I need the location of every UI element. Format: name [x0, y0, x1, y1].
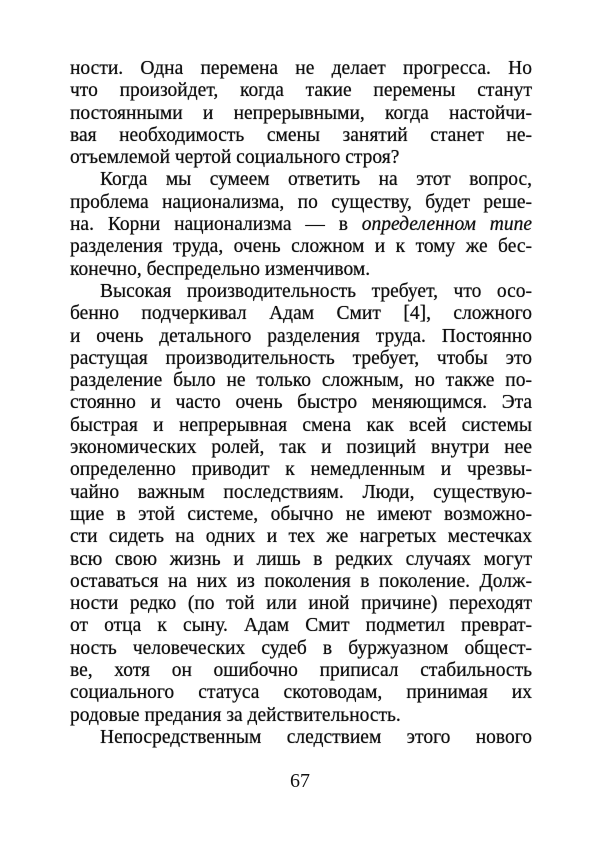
- line-text: что произойдет, когда такие перемены станут: [70, 80, 532, 102]
- line-text: чайно важным последствиям. Люди, существую-: [70, 481, 532, 503]
- line-text: щие в этой системе, обычно не имеют возможно-: [70, 503, 532, 525]
- text-line: [70, 526, 532, 548]
- line-text: бенно подчеркивал Адам Смит [4], сложного: [70, 303, 532, 325]
- line-text: постоянными и непрерывными, когда настойчи-: [70, 102, 532, 124]
- text-line: [70, 705, 532, 727]
- text-line: [70, 392, 532, 414]
- text-line: [70, 326, 532, 348]
- line-text: экономических ролей, так и позиций внутри нее: [70, 437, 532, 459]
- line-text: конечно, беспредельно изменчивом.: [70, 258, 371, 280]
- text-line: [70, 58, 532, 80]
- text-line: [70, 370, 532, 392]
- text-line: [70, 214, 532, 236]
- line-text: Когда мы сумеем ответить на этот вопрос,: [100, 169, 532, 191]
- text-line: [70, 348, 532, 370]
- line-text: отъемлемой чертой социального строя?: [70, 147, 400, 169]
- line-text: стоянно и часто очень быстро меняющимся. Эта: [70, 392, 532, 414]
- text-line: [70, 459, 532, 481]
- line-text: ность человеческих судеб в буржуазном общест-: [70, 637, 532, 659]
- line-text: проблема национализма, по существу, будет реше-: [70, 191, 532, 213]
- paragraph: [70, 727, 532, 749]
- text-line: [70, 281, 532, 303]
- line-text: на. Корни национализма — в: [70, 214, 362, 236]
- line-text: от отца к сыну. Адам Смит подметил преврат-: [70, 615, 532, 637]
- text-line: [70, 192, 532, 214]
- text-line: [70, 236, 532, 258]
- line-text: ности. Одна перемена не делает прогресса. Но: [70, 58, 532, 79]
- italic-text: определенном типе: [361, 214, 532, 236]
- line-text: быстрая и непрерывная смена как всей системы: [70, 414, 532, 436]
- paragraph: [70, 169, 532, 280]
- line-text: разделения труда, очень сложном и к тому же бес-: [70, 236, 532, 258]
- line-text: Высокая производительность требует, что осо-: [100, 280, 532, 302]
- text-line: [70, 638, 532, 660]
- text-line: [70, 169, 532, 191]
- text-line: [70, 415, 532, 437]
- line-text: вая необходимость смены занятий станет не-: [70, 124, 532, 146]
- text-line: [70, 259, 532, 281]
- page-number: 67: [290, 770, 310, 792]
- line-text: родовые предания за действительность.: [70, 704, 401, 726]
- text-line: [70, 147, 532, 169]
- paragraph: [70, 281, 532, 727]
- text-line: [70, 615, 532, 637]
- text-line: [70, 549, 532, 571]
- text-line: [70, 125, 532, 147]
- text-line: [70, 727, 532, 749]
- line-text: оставаться на них из поколения в поколение. Долж-: [70, 570, 532, 592]
- text-line: [70, 482, 532, 504]
- text-line: [70, 571, 532, 593]
- text-line: [70, 660, 532, 682]
- line-text: разделение было не только сложным, но также по-: [70, 370, 532, 392]
- paragraph: [70, 58, 532, 169]
- line-text: сти сидеть на одних и тех же нагретых местечках: [70, 526, 532, 548]
- line-text: Непосредственным следствием этого нового: [100, 726, 532, 748]
- text-line: [70, 303, 532, 325]
- text-line: [70, 437, 532, 459]
- text-line: [70, 80, 532, 102]
- text-line: [70, 504, 532, 526]
- line-text: социального статуса скотоводам, принимая их: [70, 682, 532, 704]
- line-text: ности редко (по той или иной причине) переходят: [70, 593, 532, 615]
- line-text: растущая производительность требует, чтобы это: [70, 347, 532, 369]
- line-text: определенно приводит к немедленным и чрезвы-: [70, 459, 532, 481]
- line-text: и очень детального разделения труда. Постоянно: [70, 325, 532, 347]
- text-line: [70, 103, 532, 125]
- text-line: [70, 593, 532, 615]
- line-text: всю свою жизнь и лишь в редких случаях могут: [70, 548, 532, 570]
- line-text: ве, хотя он ошибочно приписал стабильность: [70, 660, 532, 682]
- text-line: [70, 682, 532, 704]
- page-body-text: [70, 58, 532, 749]
